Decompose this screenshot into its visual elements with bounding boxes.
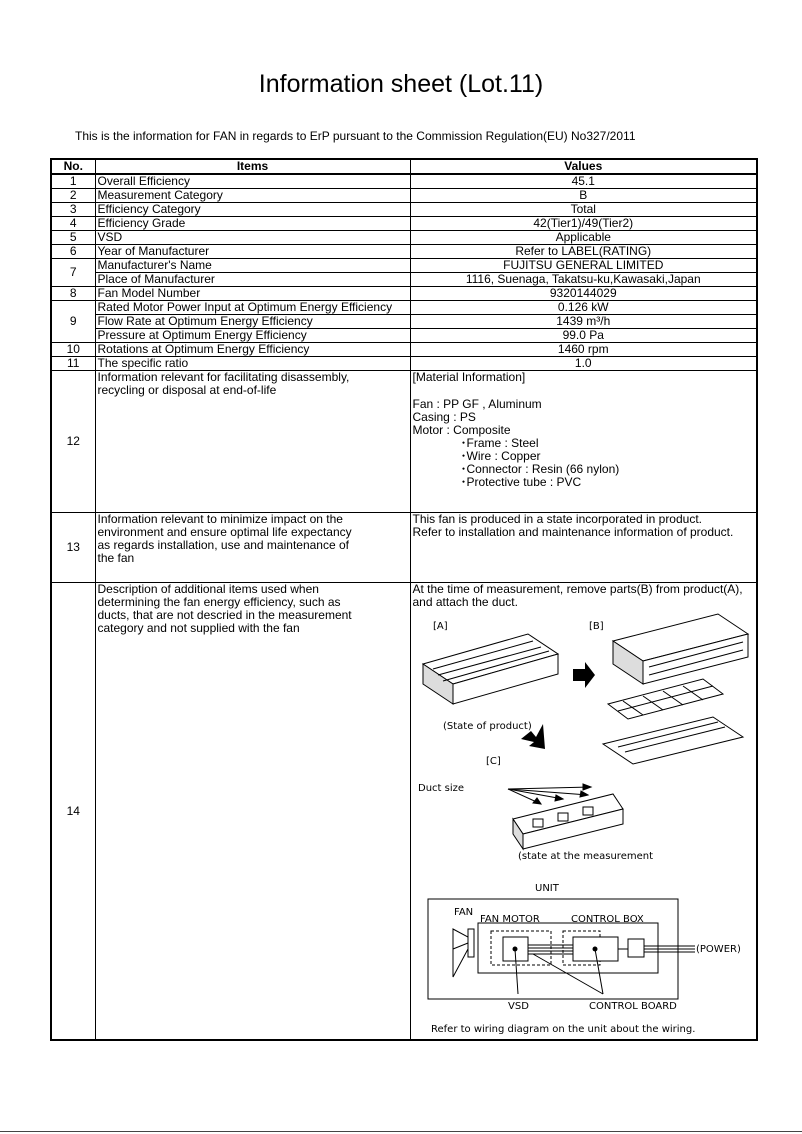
row-value: 9320144029	[410, 287, 757, 301]
row-item: Year of Manufacturer	[95, 245, 410, 259]
row-number: 8	[51, 287, 95, 301]
row-value: 1116, Suenaga, Takatsu-ku,Kawasaki,Japan	[410, 273, 757, 287]
row-item: Fan Model Number	[95, 287, 410, 301]
row-value: 99.0 Pa	[410, 329, 757, 343]
filter-grille	[608, 679, 723, 719]
table-row	[51, 371, 757, 513]
table-row	[51, 329, 757, 343]
row-value: Refer to LABEL(RATING)	[410, 245, 757, 259]
label-b: [B]	[588, 621, 604, 632]
row-item: VSD	[95, 231, 410, 245]
fan-label: FAN	[453, 907, 473, 918]
row-value: 1.0	[410, 357, 757, 371]
state-of-product-label: (State of product)	[442, 721, 532, 732]
row-item: Efficiency Category	[95, 203, 410, 217]
material-fan: Fan : PP GF , Aluminum	[412, 397, 542, 411]
table-row	[51, 273, 757, 287]
table-row	[51, 189, 757, 203]
arrow-right-icon	[573, 662, 595, 688]
material-motor: Motor : Composite	[412, 423, 511, 437]
label-c: [C]	[485, 756, 501, 767]
fan-motor-label: FAN MOTOR	[479, 914, 540, 925]
control-box-label: CONTROL BOX	[570, 914, 644, 925]
duct-diagram-svg	[413, 609, 758, 1034]
material-wire: ･Wire : Copper	[460, 449, 541, 463]
duct-size-label: Duct size	[417, 783, 464, 794]
power-label: (POWER)	[695, 944, 741, 955]
vsd-label: VSD	[507, 1001, 529, 1012]
row-value: Applicable	[410, 231, 757, 245]
table-row	[51, 259, 757, 273]
row-value: 1460 rpm	[410, 343, 757, 357]
table-row	[51, 513, 757, 583]
table-row	[51, 217, 757, 231]
table-row	[51, 301, 757, 315]
row-item: Efficiency Grade	[95, 217, 410, 231]
row-number: 6	[51, 245, 95, 259]
product-unit-a	[423, 634, 558, 704]
wiring-note: Refer to wiring diagram on the unit about the wiring.	[430, 1024, 695, 1034]
row-number: 14	[51, 583, 95, 1041]
row-value: B	[410, 189, 757, 203]
material-tube: ･Protective tube : PVC	[460, 475, 582, 489]
row-value: 0.126 kW	[410, 301, 757, 315]
row-number: 11	[51, 357, 95, 371]
table-row	[51, 245, 757, 259]
row-number: 7	[51, 259, 95, 287]
control-board-label: CONTROL BOARD	[588, 1001, 677, 1012]
row-item: Information relevant for facilitating disassembly, recycling or disposal at end-of-life	[95, 371, 410, 513]
row-item: Measurement Category	[95, 189, 410, 203]
row-value	[410, 583, 757, 1041]
row-item: Pressure at Optimum Energy Efficiency	[95, 329, 410, 343]
table-row	[51, 203, 757, 217]
row-number: 13	[51, 513, 95, 583]
row-value: This fan is produced in a state incorporated in product. Refer to installation and maintenance information of product.	[410, 513, 757, 583]
unit-label: UNIT	[534, 883, 559, 894]
row-number: 10	[51, 343, 95, 357]
page-bottom-rule	[0, 1131, 802, 1132]
row-item: Manufacturer's Name	[95, 259, 410, 273]
row-value: 1439 m³/h	[410, 315, 757, 329]
material-connector: ･Connector : Resin (66 nylon)	[460, 462, 620, 476]
table-header-row	[51, 159, 757, 174]
row-number: 3	[51, 203, 95, 217]
row-value: Total	[410, 203, 757, 217]
table-row	[51, 231, 757, 245]
front-panel	[603, 717, 743, 764]
row-number: 12	[51, 371, 95, 513]
table-row	[51, 174, 757, 189]
intro-text: This is the information for FAN in regards to ErP pursuant to the Commission Regulation(EU) No327/2011	[75, 129, 636, 143]
table-row	[51, 315, 757, 329]
row-item: Flow Rate at Optimum Energy Efficiency	[95, 315, 410, 329]
table-row	[51, 583, 757, 1041]
material-casing: Casing : PS	[412, 410, 476, 424]
header-no: No.	[51, 159, 95, 174]
table-row	[51, 287, 757, 301]
duct-arrows	[508, 784, 591, 804]
table-row	[51, 357, 757, 371]
duct-unit-c	[513, 794, 623, 849]
material-frame: ･Frame : Steel	[460, 436, 539, 450]
material-heading: [Material Information]	[412, 370, 526, 384]
state-at-measurement-label: (state at the measurement	[517, 851, 653, 862]
page-title: Information sheet (Lot.11)	[258, 70, 544, 98]
row-item: Description of additional items used when determining the fan energy efficiency, such as ducts, that are not descried in the measurement category and not supplied with the fan	[95, 583, 410, 1041]
measurement-note: At the time of measurement, remove parts(B) from product(A), and attach the duct.	[412, 582, 743, 609]
row-value: FUJITSU GENERAL LIMITED	[410, 259, 757, 273]
row-number: 4	[51, 217, 95, 231]
row-value	[410, 371, 757, 513]
table-row	[51, 343, 757, 357]
product-unit-b	[613, 614, 748, 684]
fan-symbol	[453, 929, 474, 977]
label-a: [A]	[432, 621, 448, 632]
row-item: Rated Motor Power Input at Optimum Energy Efficiency	[95, 301, 410, 315]
row-value: 42(Tier1)/49(Tier2)	[410, 217, 757, 231]
row-value: 45.1	[410, 174, 757, 189]
header-values: Values	[410, 159, 757, 174]
terminal-component	[628, 939, 644, 957]
row-number: 5	[51, 231, 95, 245]
measurement-diagram	[413, 609, 755, 1039]
row-item: Overall Efficiency	[95, 174, 410, 189]
row-item: Information relevant to minimize impact on the environment and ensure optimal life expectancy as regards installation, use and maintenance of the fan	[95, 513, 410, 583]
row-number: 9	[51, 301, 95, 343]
row-number: 1	[51, 174, 95, 189]
row-item: Place of Manufacturer	[95, 273, 410, 287]
header-items: Items	[95, 159, 410, 174]
row-number: 2	[51, 189, 95, 203]
info-table	[50, 158, 758, 1041]
row-item: The specific ratio	[95, 357, 410, 371]
row-item: Rotations at Optimum Energy Efficiency	[95, 343, 410, 357]
